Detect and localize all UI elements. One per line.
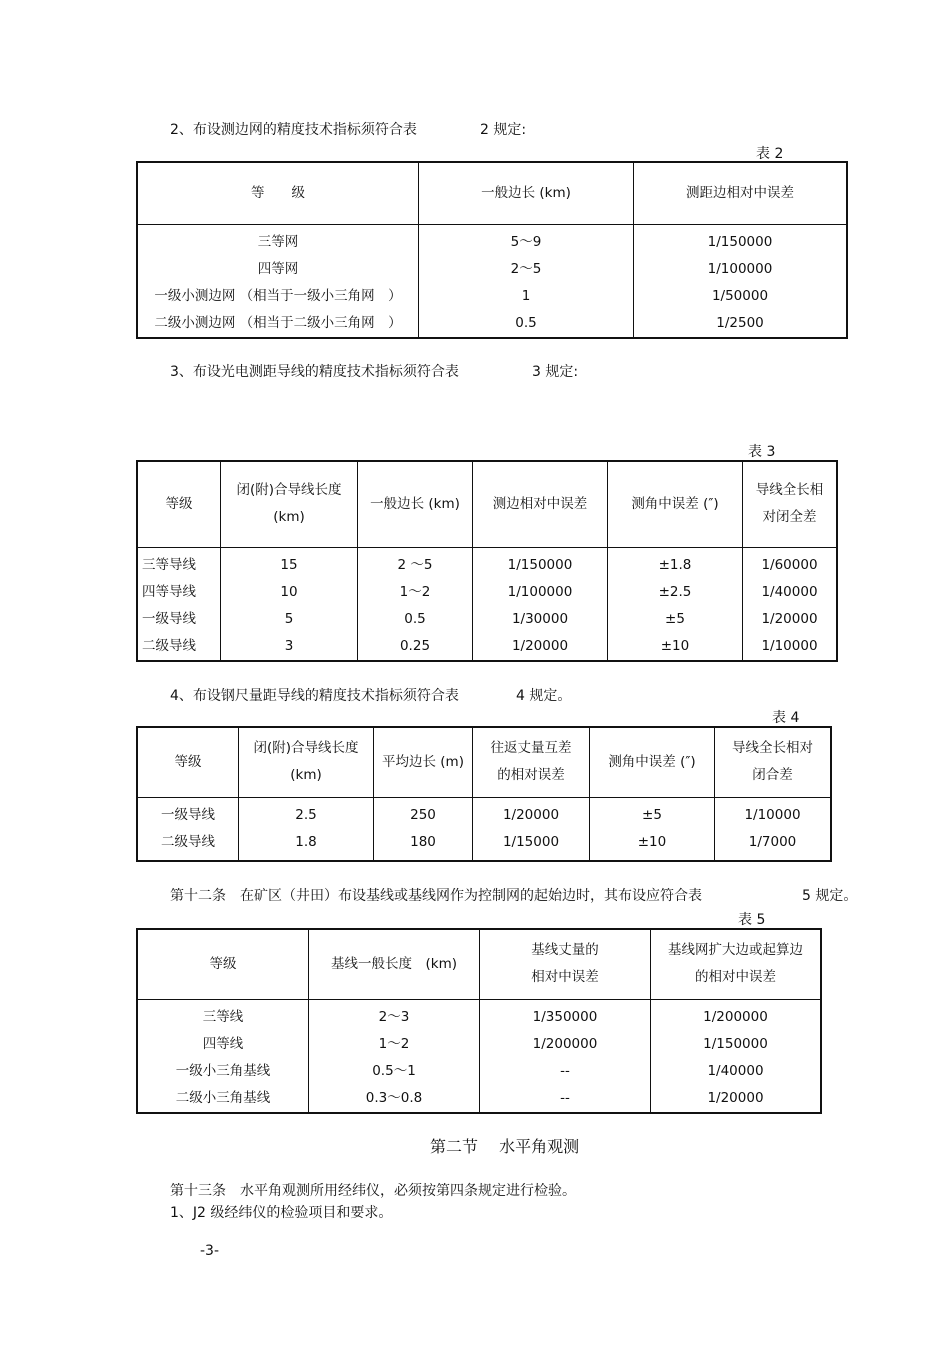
table-4-header-length [239,727,374,797]
section-title: 第二节 水平角观测 [430,1137,580,1156]
table-3-header-line: 对闭全差 [762,509,817,526]
table-2 [136,161,848,339]
table-5-header-line: 基线丈量的 [531,942,599,959]
table-3-cell: ±2.5 [658,583,692,600]
table-4-taping-error-col [473,797,590,861]
table-3-cell: 三等导线 [142,556,196,573]
table-4-cell: 二级导线 [161,833,215,850]
item-2-ref: 2 规定: [480,122,527,138]
table-4-cell: 1/20000 [502,806,560,823]
table-4-cell: 一级导线 [161,806,215,823]
table-5-cell: 1/200000 [703,1008,768,1025]
table-3-cell: 0.5 [404,610,426,627]
table-5-header-line: 相对中误差 [531,969,599,986]
table-2-header-error: 测距边相对中误差 [634,162,848,224]
table-5-header-line: 基线网扩大边或起算边 [668,942,803,959]
table-2-cell: 四等网 [257,260,299,277]
table-4-cell: 1/15000 [502,833,560,850]
page-number: -3- [200,1243,220,1259]
table-4-cell: 250 [410,806,436,823]
table-2-header-length: 一般边长 (km) [419,162,634,224]
table-5-cell: 1/20000 [707,1089,764,1106]
table-5-cell: 2～3 [378,1008,410,1025]
table-4-cell: 1/10000 [744,806,801,823]
table-3-cell: 1/60000 [761,556,818,573]
table-3-cell: ±10 [660,637,690,654]
table-3-caption: 表 3 [748,444,776,460]
table-3-header-line: 导线全长相 [755,482,824,499]
table-3-cell: 1/20000 [511,637,569,654]
table-3-cell: 10 [280,583,298,600]
table-5-cell: 二级小三角基线 [175,1089,271,1106]
table-2-cell: 三等网 [257,233,299,250]
table-3-cell: 1～2 [399,583,431,600]
table-3-header-angle-error: 测角中误差 (″) [608,461,743,547]
table-3-dist-error-col [473,547,608,661]
table-3-header-side: 一般边长 (km) [358,461,473,547]
item-3-ref: 3 规定: [532,364,579,380]
table-3-cell: 一级导线 [142,610,196,627]
table-3-cell: 1/20000 [761,610,818,627]
table-4-cell: ±10 [637,833,667,850]
table-2-length-col [419,224,634,338]
table-4-header-closure [715,727,832,797]
table-5-cell: 0.3～0.8 [365,1089,423,1106]
table-3-cell: 2 ～5 [397,556,433,573]
table-3-cell: 0.25 [399,637,431,654]
table-5-grade-col [137,999,309,1113]
table-3-header-line: 闭(附)合导线长度 [236,482,342,499]
table-4-avg-side-col [374,797,473,861]
table-3-length-col [221,547,358,661]
table-2-cell: 1/100000 [707,260,773,277]
table-4-header-angle-error: 测角中误差 (″) [590,727,715,797]
table-4-closure-col [715,797,832,861]
table-2-cell: 1/2500 [716,314,764,331]
table-4-length-col [239,797,374,861]
table-2-error-col [634,224,848,338]
table-2-cell: 1/150000 [707,233,773,250]
table-4-cell: 1.8 [295,833,317,850]
table-3-cell: 15 [280,556,298,573]
table-3-cell: 四等导线 [142,583,196,600]
table-3-cell: 1/150000 [507,556,573,573]
item-2-text: 2、布设测边网的精度技术指标须符合表 [170,122,417,138]
table-3-cell: 1/40000 [761,583,818,600]
table-4-header-grade: 等级 [137,727,239,797]
table-3-angle-error-col [608,547,743,661]
table-2-cell: 1 [521,287,531,304]
table-4-cell: 2.5 [295,806,317,823]
table-4-header-avg-side: 平均边长 (m) [374,727,473,797]
table-3 [136,460,838,662]
table-5-cell: -- [560,1089,570,1106]
table-5-header-expansion-error [651,929,822,999]
table-5-cell: 1/40000 [707,1062,764,1079]
table-5-caption: 表 5 [738,912,766,928]
table-3-closure-col [743,547,838,661]
table-2-caption: 表 2 [756,146,784,162]
table-3-header-closure [743,461,838,547]
table-4-angle-error-col [590,797,715,861]
article-12-ref: 5 规定。 [802,888,858,904]
table-2-cell: 2～5 [510,260,542,277]
table-5-taping-error-col [480,999,651,1113]
table-4-header-line: 往返丈量互差 [490,740,572,757]
table-4-header-line: 的相对误差 [497,767,565,784]
table-5-header-grade: 等级 [137,929,309,999]
table-5-length-col [309,999,480,1113]
article-12-text: 第十二条 在矿区（井田）布设基线或基线网作为控制网的起始边时，其布设应符合表 [170,888,702,904]
table-4-caption: 表 4 [772,710,800,726]
table-2-cell: 0.5 [515,314,537,331]
table-2-cell: 5～9 [510,233,542,250]
table-5-header-length: 基线一般长度 (km) [309,929,480,999]
table-4-cell: 180 [410,833,436,850]
table-2-cell: 1/50000 [711,287,769,304]
table-2-grade-col [137,224,419,338]
table-3-header-dist-error: 测边相对中误差 [473,461,608,547]
table-5-cell: 1～2 [378,1035,410,1052]
table-3-side-col [358,547,473,661]
table-5-header-taping-error [480,929,651,999]
table-5-cell: 0.5～1 [372,1062,416,1079]
table-4-header-line: 闭合差 [752,767,793,784]
table-2-cell: 一级小测边网 （相当于一级小三角网 ） [154,287,402,304]
table-5-cell: 四等线 [202,1035,244,1052]
table-4 [136,726,832,862]
table-5-cell: 1/200000 [532,1035,598,1052]
table-2-cell: 二级小测边网 （相当于二级小三角网 ） [154,314,402,331]
table-4-header-line: 闭(附)合导线长度 [253,740,359,757]
table-5-cell: 三等线 [202,1008,244,1025]
item-4-ref: 4 规定。 [516,688,572,704]
table-3-cell: 二级导线 [142,637,196,654]
table-3-header-grade: 等级 [137,461,221,547]
table-5-cell: 1/150000 [703,1035,768,1052]
table-3-cell: 1/10000 [761,637,818,654]
table-5-cell: 一级小三角基线 [175,1062,271,1079]
item-4-text: 4、布设钢尺量距导线的精度技术指标须符合表 [170,688,459,704]
table-4-cell: 1/7000 [748,833,797,850]
item-3-text: 3、布设光电测距导线的精度技术指标须符合表 [170,364,459,380]
table-5 [136,928,822,1114]
table-2-header-grade: 等 级 [137,162,419,224]
table-3-cell: 5 [284,610,294,627]
table-4-cell: ±5 [642,806,662,823]
table-4-header-line: 导线全长相对 [732,740,813,757]
table-3-header-length [221,461,358,547]
table-3-cell: 3 [284,637,294,654]
table-3-cell: 1/30000 [511,610,569,627]
table-4-grade-col [137,797,239,861]
table-5-cell: 1/350000 [532,1008,598,1025]
table-3-cell: ±1.8 [658,556,692,573]
table-3-header-line: (km) [273,509,305,526]
table-4-header-taping-error [473,727,590,797]
table-3-cell: ±5 [665,610,685,627]
table-4-header-line: (km) [290,767,322,784]
table-3-grade-col [137,547,221,661]
item-j2-text: 1、J2 级经纬仪的检验项目和要求。 [170,1205,393,1221]
table-3-cell: 1/100000 [507,583,573,600]
table-5-header-line: 的相对中误差 [695,969,776,986]
table-5-expansion-error-col [651,999,822,1113]
table-5-cell: -- [560,1062,570,1079]
article-13-text: 第十三条 水平角观测所用经纬仪，必须按第四条规定进行检验。 [170,1183,576,1199]
